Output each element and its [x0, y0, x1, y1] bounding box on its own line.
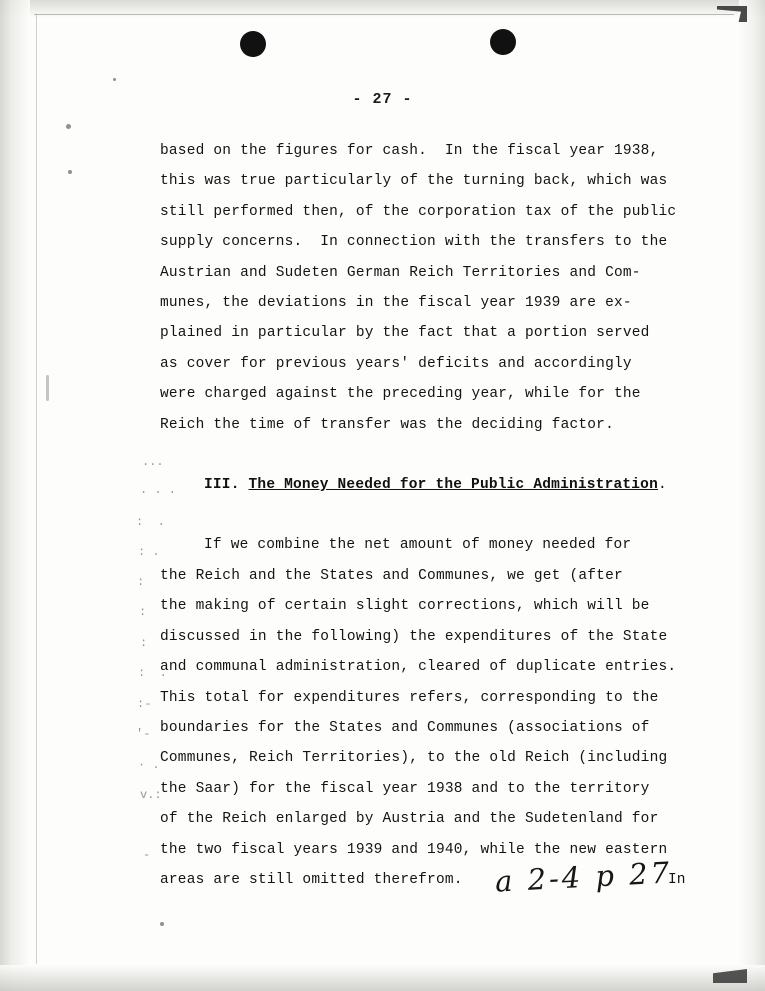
- body-line: areas are still omitted therefrom.: [160, 871, 463, 888]
- body-line: were charged against the preceding year, while for the: [160, 386, 641, 403]
- punch-hole-left-icon: [240, 31, 266, 57]
- scan-speck: [68, 170, 72, 174]
- body-line: based on the figures for cash. In the fiscal year 1938,: [160, 143, 659, 159]
- section-heading: [160, 470, 705, 500]
- handwritten-annotation: a 2-4 p 27: [494, 855, 673, 899]
- paragraph-spacer: [160, 500, 705, 530]
- body-line: the making of certain slight corrections, which will be: [160, 598, 650, 615]
- margin-mark: :: [139, 605, 147, 619]
- margin-mark: v.:: [140, 788, 162, 802]
- body-line-text: If we combine the net amount of money needed for: [204, 537, 632, 554]
- margin-mark: :-: [137, 697, 152, 711]
- body-line: This total for expenditures refers, corresponding to the: [160, 689, 659, 706]
- body-line: and communal administration, cleared of duplicate entries.: [160, 659, 677, 676]
- section-title: The Money Needed for the Public Administration: [248, 477, 658, 494]
- body-line: Communes, Reich Territories), to the old Reich (including: [160, 750, 668, 767]
- body-line: [160, 530, 705, 560]
- margin-mark: :: [137, 575, 145, 589]
- body-line: boundaries for the States and Communes (associations of: [160, 719, 650, 736]
- body-line: the Saar) for the fiscal year 1938 and to the territory: [160, 780, 650, 797]
- paragraph-spacer: [160, 440, 705, 470]
- body-line: munes, the deviations in the fiscal year 1939 are ex-: [160, 295, 632, 312]
- section-title-terminator: .: [657, 477, 667, 494]
- scan-edge-left: [0, 0, 30, 991]
- body-line: supply concerns. In connection with the transfers to the: [160, 234, 668, 251]
- scan-edge-right: [739, 0, 765, 991]
- scan-edge-bottom: [0, 965, 765, 991]
- body-line: of the Reich enlarged by Austria and the Sudetenland for: [160, 811, 659, 828]
- margin-mark: : .: [136, 515, 165, 529]
- margin-mark: :: [140, 636, 148, 650]
- margin-mark: · .: [138, 758, 160, 772]
- scan-edge-top: [0, 0, 765, 18]
- margin-mark: -: [143, 848, 151, 862]
- body-line: this was true particularly of the turning back, which was: [160, 173, 668, 190]
- catchword: In: [668, 872, 686, 888]
- section-numeral: III.: [204, 477, 240, 494]
- body-line: discussed in the following) the expenditures of the State: [160, 628, 668, 645]
- body-line: as cover for previous years' deficits and accordingly: [160, 355, 632, 372]
- body-line: plained in particular by the fact that a portion served: [160, 325, 650, 342]
- document-body: [160, 136, 705, 895]
- body-line: Reich the time of transfer was the deciding factor.: [160, 416, 614, 433]
- body-line: the Reich and the States and Communes, we get (after: [160, 567, 623, 584]
- page-border-left: [36, 14, 37, 964]
- scan-speck: [160, 922, 164, 926]
- scan-speck: [113, 78, 116, 81]
- margin-mark: '-: [136, 727, 151, 741]
- margin-mark: : .: [138, 545, 160, 559]
- body-line: Austrian and Sudeten German Reich Territories and Com-: [160, 264, 641, 281]
- body-line: still performed then, of the corporation tax of the public: [160, 203, 677, 220]
- punch-hole-right-icon: [490, 29, 516, 55]
- scan-streak: [46, 375, 49, 401]
- margin-mark: : .: [138, 666, 167, 680]
- page-border-top: [34, 14, 734, 15]
- page-number: - 27 -: [352, 91, 413, 108]
- scan-speck: [66, 124, 71, 129]
- body-line: the two fiscal years 1939 and 1940, while the new eastern: [160, 841, 668, 858]
- margin-mark: . . .: [140, 483, 177, 497]
- margin-mark: ...: [142, 455, 164, 469]
